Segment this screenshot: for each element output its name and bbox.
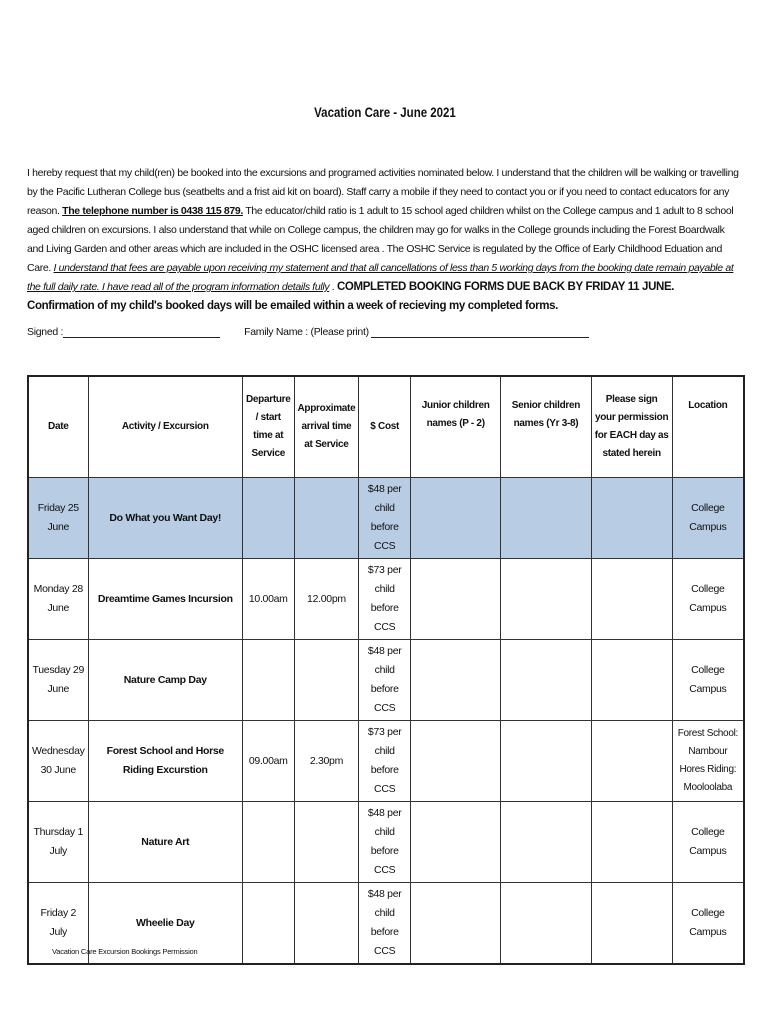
senior-names-cell[interactable] <box>501 559 591 640</box>
row-date: Wednesday 30 June <box>28 721 88 802</box>
row-cost: $73 per child before CCS <box>359 559 411 640</box>
row-departure <box>242 640 294 721</box>
header-location: Location <box>672 376 744 478</box>
row-cost: $48 per child before CCS <box>359 478 411 559</box>
header-departure: Departure / start time at Service <box>242 376 294 478</box>
row-location: College Campus <box>672 478 744 559</box>
table-header-row <box>28 376 744 478</box>
senior-names-cell[interactable] <box>501 883 591 965</box>
row-cost: $48 per child before CCS <box>359 883 411 965</box>
row-location: College Campus <box>672 559 744 640</box>
signature-row <box>27 325 742 338</box>
row-departure <box>242 802 294 883</box>
row-date: Tuesday 29 June <box>28 640 88 721</box>
row-location: College Campus <box>672 883 744 965</box>
intro-part-3: . <box>329 281 337 293</box>
table-row <box>28 559 744 640</box>
row-activity: Dreamtime Games Incursion <box>88 559 242 640</box>
page-title: Vacation Care - June 2021 <box>314 104 456 120</box>
row-cost: $73 per child before CCS <box>359 721 411 802</box>
row-location: College Campus <box>672 802 744 883</box>
junior-names-cell[interactable] <box>411 802 501 883</box>
header-activity: Activity / Excursion <box>88 376 242 478</box>
row-arrival: 2.30pm <box>294 721 359 802</box>
row-cost: $48 per child before CCS <box>359 802 411 883</box>
junior-names-cell[interactable] <box>411 559 501 640</box>
signature-field[interactable] <box>63 325 220 338</box>
fees-statement: I understand that fees are payable upon receiving my statement and that all cancellations of less than 5 working days from the booking date remain payable at the full daily rate. I have read all of the program information details fully <box>27 262 734 293</box>
row-location: College Campus <box>672 640 744 721</box>
booking-table <box>27 375 745 965</box>
table-row <box>28 478 744 559</box>
row-location: Forest School: Nambour Hores Riding: Mooloolaba <box>672 721 744 802</box>
permission-signature-cell[interactable] <box>591 478 672 559</box>
row-arrival: 12.00pm <box>294 559 359 640</box>
senior-names-cell[interactable] <box>501 721 591 802</box>
header-junior: Junior children names (P - 2) <box>411 376 501 478</box>
senior-names-cell[interactable] <box>501 478 591 559</box>
row-arrival <box>294 640 359 721</box>
row-departure <box>242 478 294 559</box>
row-date: Thursday 1 July <box>28 802 88 883</box>
senior-names-cell[interactable] <box>501 802 591 883</box>
row-activity: Forest School and Horse Riding Excurstion <box>88 721 242 802</box>
table-row <box>28 721 744 802</box>
permission-signature-cell[interactable] <box>591 559 672 640</box>
header-cost: $ Cost <box>359 376 411 478</box>
row-activity: Do What you Want Day! <box>88 478 242 559</box>
footer-text: Vacation Care Excursion Bookings Permission <box>52 947 198 956</box>
row-date: Monday 28 June <box>28 559 88 640</box>
row-activity: Nature Camp Day <box>88 640 242 721</box>
junior-names-cell[interactable] <box>411 640 501 721</box>
row-date: Friday 25 June <box>28 478 88 559</box>
signed-label: Signed : <box>27 326 64 338</box>
intro-paragraph <box>27 164 742 297</box>
junior-names-cell[interactable] <box>411 883 501 965</box>
intro-part-1: I hereby request that my child(ren) be booked into the excursions and programed activities nominated below. I understand that the children will be walking or travelling by the Pacific Lutheran College bus (seatbelts and a frist aid kit on board). Staff carry a mobile if they need to contact you or if you need to contact educators for any reason. <box>27 167 739 217</box>
header-arrival: Approximate arrival time at Service <box>294 376 359 478</box>
permission-signature-cell[interactable] <box>591 883 672 965</box>
junior-names-cell[interactable] <box>411 478 501 559</box>
family-name-field[interactable] <box>371 325 589 338</box>
row-departure <box>242 883 294 965</box>
permission-signature-cell[interactable] <box>591 721 672 802</box>
row-cost: $48 per child before CCS <box>359 640 411 721</box>
row-arrival <box>294 478 359 559</box>
permission-signature-cell[interactable] <box>591 640 672 721</box>
row-departure: 09.00am <box>242 721 294 802</box>
confirmation-notice: Confirmation of my child's booked days will be emailed within a week of recieving my completed forms. <box>27 300 559 312</box>
table-row <box>28 640 744 721</box>
row-activity: Wheelie Day <box>88 883 242 965</box>
row-arrival <box>294 883 359 965</box>
senior-names-cell[interactable] <box>501 640 591 721</box>
header-permission: Please sign your permission for EACH day as stated herein <box>591 376 672 478</box>
table-row <box>28 802 744 883</box>
row-activity: Nature Art <box>88 802 242 883</box>
due-date-notice: COMPLETED BOOKING FORMS DUE BACK BY FRIDAY 11 JUNE. <box>336 281 675 293</box>
phone-number: The telephone number is 0438 115 879. <box>62 205 243 217</box>
family-name-label: Family Name : (Please print) <box>244 326 369 338</box>
row-departure: 10.00am <box>242 559 294 640</box>
intro-part-2: The educator/child ratio is 1 adult to 15 school aged children whilst on the College campus and 1 adult to 8 school aged children on excursions. I also understand that while on College campus, the children may go for walks in the College grounds including the Forest Boardwalk and Living Garden and other areas which are included in the OSHC licensed area . The OSHC Service is regulated by the Office of Early Childhood Eduation and Care. <box>27 205 734 274</box>
row-arrival <box>294 802 359 883</box>
header-senior: Senior children names (Yr 3-8) <box>501 376 591 478</box>
junior-names-cell[interactable] <box>411 721 501 802</box>
row-date: Friday 2 July <box>28 883 88 965</box>
intro-text <box>27 164 742 316</box>
header-date: Date <box>28 376 88 478</box>
permission-signature-cell[interactable] <box>591 802 672 883</box>
